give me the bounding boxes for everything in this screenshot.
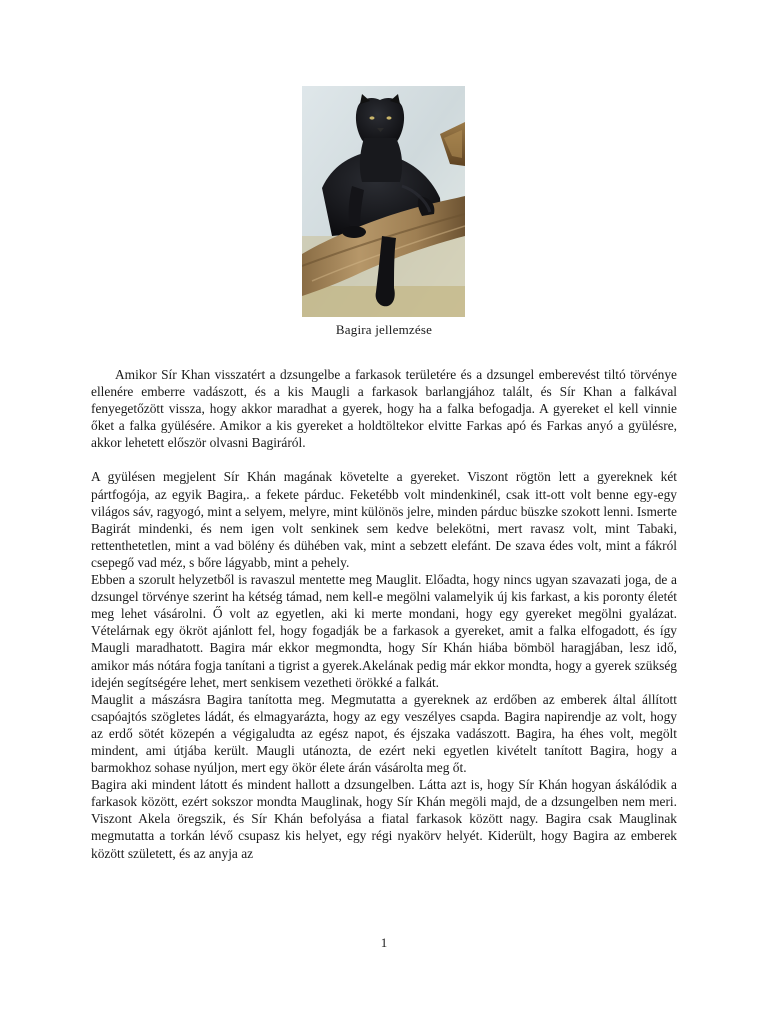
black-panther-photo [302,86,465,317]
paragraph-4: Mauglit a mászásra Bagira tanította meg. Megmutatta a gyereknek az erdőben az emberek által állított csapóajtós szögletes ládát, és elmagyarázta, hogy az egy veszélyes csapda. Bagira napirendje az volt, hogy az erdő sötét közepén a végigaludta az egész napot, és éjszaka vadászott. Bagira, ha éhes volt, megölt mindent, ami útjába került. Maugli utánozta, de ezért neki egyetlen kivételt tanított Bagira, hogy a barmokhoz sohase nyúljon, mert egy ökör élete árán vásárolta meg őt. [91,691,677,776]
body-text [91,366,677,862]
paragraph-5: Bagira aki mindent látott és mindent hallott a dzsungelben. Látta azt is, hogy Sír Khán hogyan áskálódik a farkasok között, ezért sokszor mondta Mauglinak, hogy Sír Khán megöli majd, de a dzsungelben nem meri. Viszont Akela öregszik, és Sír Khán befolyása a fiatal farkasok között nagy. Bagira csak Mauglinak megmutatta a torkán lévő csupasz kis helyet, egy régi nyakörv helyét. Kiderült, hogy Bagira az emberek között született, és az anyja az [91,777,677,861]
image-caption: Bagira jellemzése [335,322,433,337]
paragraph-2: A gyülésen megjelent Sír Khán magának követelte a gyereket. Viszont rögtön lett a gyereknek két pártfogója, az egyik Bagira,. a fekete párduc. Feketébb volt mindenkinél, csak itt-ott volt benne egy-egy világos sáv, ragyogó, mint a selyem, melyre, mint különös jelre, minden párduc büszke szokott lenni. Ismerte Bagirát mindenki, és nem igen volt senkinek sem kedve belekötni, mert ravasz volt, mint Tabaki, rettenthetetlen, mint a vad bölény és dühében vak, mint a sebzett elefánt. De szava édes volt, mint a fákról csepegő vad méz, s bőre lágyabb, mint a pehely. [91,469,677,570]
paragraph-3: Ebben a szorult helyzetből is ravaszul mentette meg Mauglit. Előadta, hogy nincs ugyan szavazati joga, de a dzsungel törvénye szerint ha kétség támad, nem kell-e megölni valamelyik új kis farkast, a kis poronty életét meg lehet vásárolni. Ő volt az egyetlen, aki ki merte mondani, hogy egy gyereket megölni gyalázat. Vételárnak egy ökröt ajánlott fel, hogy fogadják be a farkasok a gyereket, amit a falka elfogadott, és így Maugli maradhatott. Bagira már ekkor megmondta, hogy Sír Khán hiába bömböl haragjában, lesz idő, amikor más nótára fogja tanítani a tigrist a gyerek.Akelának pedig már ekkor mondta, hogy a gyerek szükség idején segítségére lehet, mert senkisem vezetheti örökké a falkát. [91,572,677,690]
page-number: 1 [380,935,388,950]
paragraph-1: Amikor Sír Khan visszatért a dzsungelbe a farkasok területére és a dzsungel emberevést tiltó törvénye ellenére emberre vadászott, és a kis Maugli a farkasok barlangjához talált, és Sír Khan a falkával fenyegetőzött vissza, hogy akkor maradhat a gyerek, hogy ha a falka befogadja. A gyereket el kell vinnie őket a falka gyülésére. Amikor a kis gyereket a holdtöltekor elvitte Farkas apó és Farkas anyó a gyülésre, akkor lehetett először olvasni Bagiráról. [91,367,677,451]
